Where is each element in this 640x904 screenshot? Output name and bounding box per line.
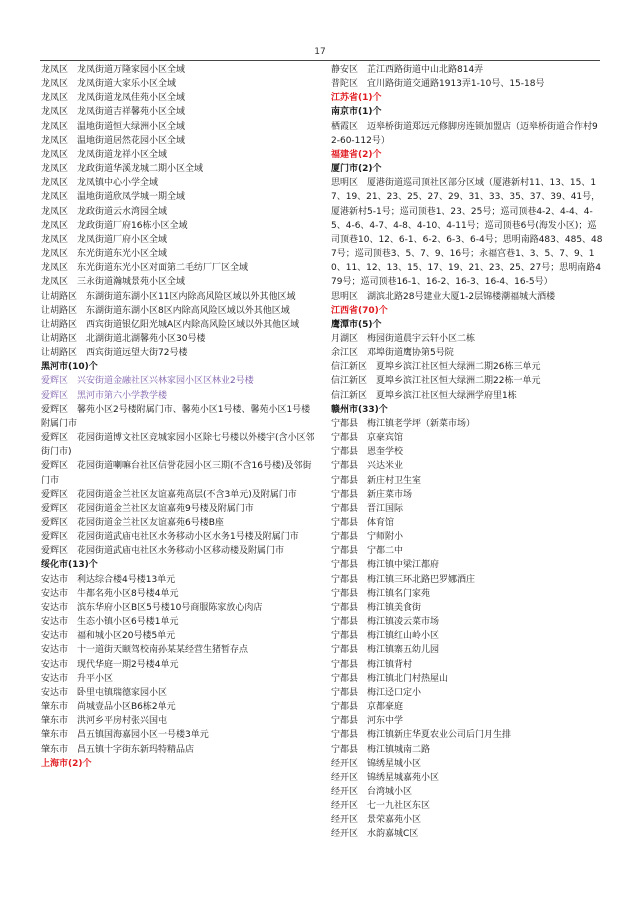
region-heading: 上海市(2)个 <box>41 758 92 769</box>
location-entry: 思明区 湖滨北路28号建业大厦1-2层锦楼潮福城大酒楼 <box>331 291 556 302</box>
location-entry: 余江区 邓埠街道鹰协第5号院 <box>331 348 454 359</box>
location-entry: 宁都县 新庄菜市场 <box>331 489 413 500</box>
location-entry: 宁都县 梅江镇背村 <box>331 659 413 670</box>
region-heading: 黑河市(10)个 <box>41 362 98 373</box>
location-entry: 肇东市 洪河乡平房村张兴国屯 <box>41 716 168 727</box>
location-entry: 信江新区 夏埠乡滨江社区恒大绿洲学府里1栋 <box>331 390 517 401</box>
location-entry: 爱辉区 花园街道金兰社区友谊嘉苑9号楼及附属门市 <box>41 503 254 514</box>
location-entry: 经开区 锦绣星城嘉苑小区 <box>331 772 440 783</box>
page-number: 17 <box>314 47 326 57</box>
location-entry: 经开区 水韵嘉城C区 <box>331 829 419 840</box>
location-entry: 宁都县 梅江镇寨五幼儿园 <box>331 645 440 656</box>
location-entry: 安达市 生态小镇小区6号楼1单元 <box>41 617 179 628</box>
location-entry: 龙凤区 龙凤街道龙凤佳苑小区全域 <box>41 93 186 104</box>
location-entry: 龙凤区 龙凤街道厂府小区全域 <box>41 234 168 245</box>
location-entry: 爱辉区 馨苑小区2号楼附属门市、馨苑小区1号楼、馨苑小区1号楼附属门市 <box>41 404 311 429</box>
region-heading: 福建省(2)个 <box>331 149 382 160</box>
location-entry: 让胡路区 东湖街道东湖小区11区内除高风险区域以外其他区域 <box>41 291 296 302</box>
location-entry: 龙凤区 三永街道瀚城景苑小区全域 <box>41 277 186 288</box>
region-heading: 赣州市(33)个 <box>331 404 388 415</box>
location-entry: 信江新区 夏埠乡滨江社区恒大绿洲二期22栋一单元 <box>331 376 541 387</box>
region-heading: 江苏省(1)个 <box>331 93 382 104</box>
location-entry: 安达市 利达综合楼4号楼13单元 <box>41 574 176 585</box>
location-entry: 龙凤区 龙凤街道大家乐小区全域 <box>41 79 177 90</box>
location-entry: 宁都县 宁师附小 <box>331 532 404 543</box>
region-heading: 鹰潭市(5)个 <box>331 319 382 330</box>
location-entry: 龙凤区 龙凤街道龙祥小区全域 <box>41 149 168 160</box>
location-entry: 静安区 芷江西路街道中山北路814弄 <box>331 65 484 75</box>
location-entry: 爱辉区 花园街道喇嘛台社区信誉花园小区三期(不含16号楼)及邻街门市 <box>41 461 312 486</box>
location-entry: 爱辉区 黑河市第六小学教学楼 <box>41 390 168 401</box>
region-heading: 江西省(70)个 <box>331 305 388 316</box>
location-entry: 安达市 牛都名苑小区8号楼4单元 <box>41 588 179 599</box>
location-entry: 龙凤区 龙凤街道万隆家园小区全域 <box>41 65 186 75</box>
location-entry: 龙凤区 龙政街道厂府16栋小区全域 <box>41 220 188 231</box>
location-entry: 让胡路区 西宾街道银亿阳光城A区内除高风险区域以外其他区域 <box>41 319 300 330</box>
location-entry: 让胡路区 东湖街道东湖小区8区内除高风险区域以外其他区域 <box>41 305 290 316</box>
location-entry: 宁都县 宁都二中 <box>331 546 404 557</box>
location-entry: 安达市 现代华庭一期2号楼4单元 <box>41 659 179 670</box>
location-entry: 宁都县 梅江镇名门家苑 <box>331 588 431 599</box>
location-entry: 信江新区 夏埠乡滨江社区恒大绿洲二期26栋三单元 <box>331 362 541 373</box>
location-entry: 爱辉区 花园街道博文社区竞城家园小区除七号楼以外楼宇(含小区邻街门市) <box>41 433 315 458</box>
region-heading: 南京市(1)个 <box>331 107 382 118</box>
region-heading: 厦门市(2)个 <box>331 164 382 175</box>
location-entry: 宁都县 京都豪庭 <box>331 702 404 713</box>
location-entry: 宁都县 梅江镇三环北路巴罗娜酒庄 <box>331 574 476 585</box>
location-entry: 龙凤区 温地街道恒大绿洲小区全域 <box>41 121 186 132</box>
location-entry: 龙凤区 温地街道欣凤学城一期全域 <box>41 192 186 203</box>
location-entry: 龙凤区 龙凤街道吉祥馨苑小区全域 <box>41 107 186 118</box>
location-entry: 肇东市 昌五镇国海嘉园小区一号楼3单元 <box>41 730 209 741</box>
location-entry: 宁都县 梅江迳口定小 <box>331 687 422 698</box>
location-entry: 爱辉区 花园街道武庙屯社区水务移动小区移动楼及附属门市 <box>41 546 285 557</box>
location-entry: 经开区 锦绣星城小区 <box>331 758 422 769</box>
location-entry: 爱辉区 花园街道金兰社区友谊嘉苑高层(不含3单元)及附属门市 <box>41 489 297 500</box>
location-entry: 经开区 台湾城小区 <box>331 786 413 797</box>
location-entry: 爱辉区 兴安街道金融社区兴林家园小区区林业2号楼 <box>41 376 254 387</box>
header-rule <box>40 60 600 61</box>
location-entry: 月湖区 梅园街道晨宇云轩小区二栋 <box>331 333 476 344</box>
location-entry: 龙凤区 温地街道居然花园小区全域 <box>41 135 186 146</box>
location-entry: 思明区 厦港街道巡司顶社区部分区域（厦港新村11、13、15、17、19、21、23、25、27、29、31、33、35、37、39、41号，厦港新村5-1号；巡司顶巷1、23、25号；巡司顶巷4-2、4-4、4-5、4-6、4-7、4-8、4-10、4-11号；巡司顶巷6号(海发小区)；巡司顶巷10、12、6-1、6-2、6-3、6-4号；思明南路483、485、487号；巡司顶巷3、5、7、9、16号；永福宫巷1、3、5、7、9、10、11、12、13、15、17、19、21、23、25、27号；思明南路479号；巡司顶巷16-1、16-2、16-3、16-4、16-5号） <box>331 178 603 288</box>
location-entry: 宁都县 兴达米业 <box>331 461 404 472</box>
location-entry: 经开区 景荣嘉苑小区 <box>331 815 422 826</box>
location-entry: 宁都县 河东中学 <box>331 716 404 727</box>
location-entry: 宁都县 梅江镇城南二路 <box>331 744 431 755</box>
location-entry: 安达市 十一道街天颐驾校南孙某某经营生猪暂存点 <box>41 645 249 656</box>
location-entry: 龙凤区 龙政街道云水湾园全域 <box>41 206 168 217</box>
location-entry: 宁都县 京豪宾馆 <box>331 433 404 444</box>
location-entry: 宁都县 梅江镇新庄华夏农业公司后门月生排 <box>331 730 512 741</box>
location-entry: 让胡路区 西宾街道远望大街72号楼 <box>41 348 188 359</box>
location-entry: 宁都县 梅江镇美食街 <box>331 602 422 613</box>
left-column <box>41 63 319 771</box>
location-entry: 安达市 卧里屯镇瑞德家园小区 <box>41 687 168 698</box>
location-entry: 宁都县 新庄村卫生室 <box>331 475 422 486</box>
location-entry: 安达市 福和城小区20号楼5单元 <box>41 631 176 642</box>
region-heading: 绥化市(13)个 <box>41 560 98 571</box>
location-entry: 肇东市 昌五镇十字街东新玛特精品店 <box>41 744 195 755</box>
location-entry: 龙凤区 龙政街道华溪龙城二期小区全域 <box>41 164 204 175</box>
location-entry: 爱辉区 花园街道武庙屯社区水务移动小区水务1号楼及附属门市 <box>41 532 299 543</box>
location-entry: 安达市 升平小区 <box>41 673 114 684</box>
location-entry: 安达市 滨东华府小区B区5号楼10号商服陈家放心肉店 <box>41 602 263 613</box>
location-entry: 宁都县 体育馆 <box>331 518 395 528</box>
location-entry: 栖霞区 迈皋桥街道郑远元修脚房连锁加盟店（迈皋桥街道合作村92-60-112号） <box>331 121 598 146</box>
right-column <box>331 63 603 842</box>
location-entry: 宁都县 梅江镇中梁江都府 <box>331 560 440 571</box>
location-entry: 龙凤区 龙凤镇中心小学全域 <box>41 178 159 189</box>
location-entry: 宁都县 梅江镇老学坪（新菜市场） <box>331 418 476 429</box>
location-entry: 龙凤区 东光街道东光小区全域 <box>41 249 168 260</box>
location-entry: 宁都县 梅江镇北门村热屋山 <box>331 673 449 684</box>
location-entry: 经开区 七一九社区东区 <box>331 801 431 812</box>
location-entry: 宁都县 晋江国际 <box>331 503 404 514</box>
location-entry: 普陀区 宜川路街道交通路1913弄1-10号、15-18号 <box>331 79 545 90</box>
location-entry: 宁都县 恩奎学校 <box>331 447 404 458</box>
location-entry: 让胡路区 北湖街道北湖馨苑小区30号楼 <box>41 333 206 344</box>
location-entry: 肇东市 尚城壹品小区B6栋2单元 <box>41 702 176 713</box>
location-entry: 龙凤区 东光街道东光小区对面第二毛纺厂厂区全域 <box>41 263 249 274</box>
location-entry: 宁都县 梅江镇凌云菜市场 <box>331 617 440 628</box>
location-entry: 爱辉区 花园街道金兰社区友谊嘉苑6号楼B座 <box>41 518 224 528</box>
location-entry: 宁都县 梅江镇红山岭小区 <box>331 631 440 642</box>
